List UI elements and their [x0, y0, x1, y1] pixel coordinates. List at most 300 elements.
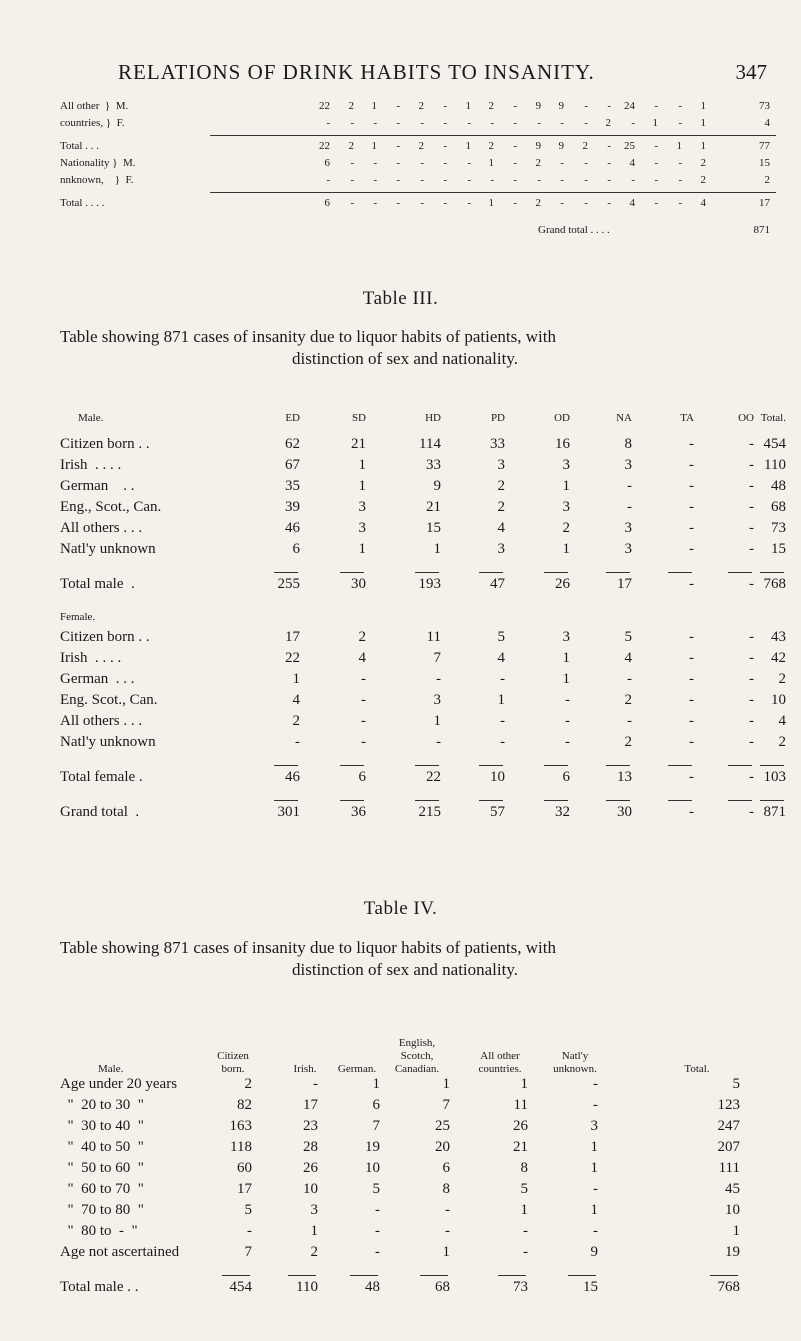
table-3-male-row-value: 1 — [358, 478, 366, 494]
table-3-female-header — [60, 611, 760, 629]
continuation-cell: - — [513, 157, 517, 169]
table-3-male-row-value: 2 — [497, 478, 505, 494]
table-4-row-label: Age not ascertained — [60, 1244, 180, 1260]
continuation-cell: 1 — [488, 197, 494, 209]
table-3-male-row-value: 21 — [351, 436, 366, 452]
table-3-female-row — [60, 713, 786, 734]
table-3-female-row-value: 1 — [562, 671, 570, 687]
continuation-cell: - — [467, 174, 471, 186]
table-3-female-row-value: - — [749, 629, 754, 645]
table-4-column-header-line: Natl'y — [561, 1050, 589, 1062]
table-3-male-row-value: 3 — [562, 499, 570, 515]
table-3-female-total-value: - — [749, 769, 754, 785]
table-3-rule — [274, 800, 298, 801]
table-4-row-value: 7 — [442, 1097, 450, 1113]
table-3-female-row — [60, 650, 786, 671]
table-3-male-row — [60, 478, 786, 499]
table-3-female-row-value: - — [749, 650, 754, 666]
table-3-rule — [274, 572, 298, 573]
page-header — [0, 60, 801, 90]
table-3-caption-line2: distinction of sex and nationality. — [292, 349, 518, 368]
table-3-male-row-value: - — [689, 457, 694, 473]
table-3-female-row-label: Eng. Scot., Can. — [60, 692, 158, 708]
table-4-row-value: 1 — [310, 1223, 318, 1239]
table-3-female-total-value: 10 — [490, 769, 505, 785]
table-4-total — [60, 1279, 760, 1300]
table-4-row-label: " 70 to 80 " — [60, 1202, 144, 1218]
continuation-cell: - — [678, 157, 682, 169]
continuation-cell: - — [584, 157, 588, 169]
table-4-row-value: - — [593, 1097, 598, 1113]
table-4-row-value: 5 — [244, 1202, 252, 1218]
continuation-cell: 22 — [319, 100, 330, 112]
table-4-total-value: 110 — [296, 1279, 318, 1295]
table-3-male-row-value: - — [749, 436, 754, 452]
table-3-male-row-value: 114 — [419, 436, 441, 452]
table-3-male-total-value: - — [749, 576, 754, 592]
table-4-row-value: 6 — [372, 1097, 380, 1113]
continuation-cell: - — [420, 117, 424, 129]
table-4-total-value: 15 — [583, 1279, 598, 1295]
continuation-cell: - — [654, 140, 658, 152]
table-4-row-value: 123 — [717, 1097, 740, 1113]
table-4-row-value: 247 — [717, 1118, 740, 1134]
table-4-row-value: 3 — [590, 1118, 598, 1134]
table-3-male-row-value: 39 — [285, 499, 300, 515]
continuation-cell: 2 — [700, 174, 706, 186]
table-4-row-value: 10 — [725, 1202, 740, 1218]
table-3-male-row-value: - — [689, 436, 694, 452]
table-4-rule — [222, 1275, 250, 1276]
table-3-female-row-label: All others . . . — [60, 713, 143, 729]
continuation-cell: 22 — [319, 140, 330, 152]
continuation-cell: - — [584, 117, 588, 129]
table-4-row-value: 21 — [513, 1139, 528, 1155]
table-3-male-row-value: - — [749, 541, 754, 557]
table-4-row-value: - — [375, 1202, 380, 1218]
continuation-row-label: All other } M. — [60, 100, 129, 112]
continuation-cell: 2 — [348, 140, 354, 152]
table-3-female-row-value: - — [749, 671, 754, 687]
table-4-column-header — [660, 1063, 734, 1076]
continuation-cell: - — [396, 174, 400, 186]
table-4-row-value: - — [445, 1223, 450, 1239]
table-3-female-row — [60, 692, 786, 713]
table-3-grand-total-value: 301 — [277, 804, 300, 820]
continuation-row — [60, 157, 780, 174]
continuation-cell: 1 — [371, 140, 377, 152]
table-3-rule — [544, 765, 568, 766]
continuation-cell: - — [678, 197, 682, 209]
table-3-female-row-value: - — [500, 671, 505, 687]
continuation-cell: 9 — [558, 140, 564, 152]
table-3-female-row-label: German . . . — [60, 671, 135, 687]
table-3-male-total-value: 255 — [277, 576, 300, 592]
table-3-male-row-value: 62 — [285, 436, 300, 452]
continuation-cell: 1 — [676, 140, 682, 152]
continuation-cell: 6 — [324, 157, 330, 169]
page-title: RELATIONS OF DRINK HABITS TO INSANITY. — [118, 60, 595, 84]
table-4-row-value: 11 — [513, 1097, 528, 1113]
table-4-column-header-line: All other — [480, 1050, 520, 1062]
table-3-rule — [340, 765, 364, 766]
table-4-rule — [288, 1275, 316, 1276]
continuation-cell: 2 — [535, 157, 541, 169]
continuation-cell: - — [326, 174, 330, 186]
table-3-male-row-value: - — [689, 541, 694, 557]
table-3-rule — [415, 572, 439, 573]
table-4-row-value: - — [247, 1223, 252, 1239]
continuation-row-total: 2 — [764, 174, 770, 186]
table-3-rule — [479, 800, 503, 801]
table-3-female-row-value: 7 — [433, 650, 441, 666]
table-3-female-row-label: Natl'y unknown — [60, 734, 156, 750]
table-3-grand-total-value: 215 — [418, 804, 441, 820]
continuation-cell: 1 — [652, 117, 658, 129]
table-3-female-row-value: - — [627, 671, 632, 687]
grand-total-label: Grand total . . . . — [538, 224, 610, 236]
table-3-grand-total-value: - — [689, 804, 694, 820]
table-4-row-value: 1 — [520, 1202, 528, 1218]
continuation-cell: - — [467, 197, 471, 209]
continuation-cell: - — [607, 100, 611, 112]
continuation-cell: 6 — [324, 197, 330, 209]
table-4-row-value: 3 — [310, 1202, 318, 1218]
continuation-cell: 4 — [629, 157, 635, 169]
continuation-row-label: Nationality } M. — [60, 157, 136, 169]
table-4-row-value: 17 — [303, 1097, 318, 1113]
continuation-cell: - — [490, 174, 494, 186]
continuation-row-label: Total . . . — [60, 140, 99, 152]
table-3-rule — [760, 765, 784, 766]
continuation-cell: - — [443, 100, 447, 112]
table-4-row-value: 19 — [725, 1244, 740, 1260]
continuation-cell: - — [537, 174, 541, 186]
table-4-row-value: 26 — [513, 1118, 528, 1134]
continuation-cell: - — [513, 140, 517, 152]
table-4-row-value: 1 — [732, 1223, 740, 1239]
continuation-cell: - — [443, 157, 447, 169]
table-3-female-row-value: - — [689, 713, 694, 729]
table-4-row — [60, 1202, 760, 1223]
continuation-cell: 9 — [558, 100, 564, 112]
table-3-rule — [606, 800, 630, 801]
table-4-row-value: 7 — [372, 1118, 380, 1134]
table-3-female-row-value: - — [749, 692, 754, 708]
table-3-female-row-value: 17 — [285, 629, 300, 645]
table-3-female-row-value: 2 — [292, 713, 300, 729]
table-4-column-header-line: English, — [398, 1037, 436, 1049]
table-3-female-row-value: - — [565, 692, 570, 708]
continuation-cell: - — [654, 157, 658, 169]
continuation-cell: 1 — [700, 100, 706, 112]
table-4-row-value: 1 — [520, 1076, 528, 1092]
continuation-cell: 2 — [418, 100, 424, 112]
table-4-row-value: - — [593, 1223, 598, 1239]
continuation-cell: 24 — [624, 100, 635, 112]
table-4-caption-line2: distinction of sex and nationality. — [292, 960, 518, 979]
table-3-female-row-value: - — [295, 734, 300, 750]
table-3-column-header: SD — [351, 412, 366, 424]
continuation-cell: 2 — [418, 140, 424, 152]
table-3-male-row-value: - — [689, 499, 694, 515]
table-3-column-header: OO — [738, 412, 754, 424]
table-3-male-row-value: 6 — [292, 541, 300, 557]
table-3-female-label: Female. — [60, 611, 96, 623]
table-3-male-row-value: 3 — [562, 457, 570, 473]
table-4-row-value: 9 — [590, 1244, 598, 1260]
table-3-female-row-value: 2 — [778, 671, 786, 687]
continuation-cell: 1 — [465, 100, 471, 112]
table-3-rule — [760, 800, 784, 801]
continuation-cell: - — [560, 197, 564, 209]
table-4-total-value: 768 — [717, 1279, 740, 1295]
table-4-total-value: 68 — [435, 1279, 450, 1295]
continuation-cell: 9 — [535, 140, 541, 152]
table-4-row — [60, 1223, 760, 1244]
continuation-cell: 2 — [488, 100, 494, 112]
table-3-female-row-value: - — [689, 734, 694, 750]
table-4-rule — [350, 1275, 378, 1276]
continuation-cell: - — [396, 197, 400, 209]
table-3-female-row-value: - — [689, 671, 694, 687]
table-3-rules — [60, 790, 760, 804]
table-4-rules — [60, 1265, 760, 1279]
table-3-column-header: ED — [285, 412, 300, 424]
table-4-row-value: 26 — [303, 1160, 318, 1176]
table-4-row-value: 207 — [717, 1139, 740, 1155]
table-3-rule — [415, 765, 439, 766]
table-3-rule — [668, 765, 692, 766]
table-4-column-header-line: countries. — [478, 1063, 522, 1075]
table-4-row-value: 2 — [310, 1244, 318, 1260]
table-4-row-label: " 80 to - " — [60, 1223, 138, 1239]
table-3-female-row-value: - — [689, 629, 694, 645]
table-3-grand-total-value: 30 — [617, 804, 632, 820]
table-4-row-value: 60 — [237, 1160, 252, 1176]
grand-total-value: 871 — [753, 224, 770, 236]
table-3-male-row-value: - — [749, 499, 754, 515]
table-3-male-row-value: 3 — [358, 520, 366, 536]
table-3-male-row-value: 3 — [624, 457, 632, 473]
continuation-cell: 1 — [371, 100, 377, 112]
table-4-row-value: 19 — [365, 1139, 380, 1155]
continuation-cell: - — [350, 174, 354, 186]
table-4-row-value: 5 — [520, 1181, 528, 1197]
table-3-rule — [479, 572, 503, 573]
table-4-rule — [498, 1275, 526, 1276]
continuation-cell: - — [560, 117, 564, 129]
continuation-cell: 2 — [488, 140, 494, 152]
continuation-cell: - — [654, 197, 658, 209]
table-3-female-row-value: - — [361, 713, 366, 729]
table-3-female-row-value: 4 — [778, 713, 786, 729]
table-3-column-header: NA — [616, 412, 632, 424]
continuation-row-total: 17 — [759, 197, 770, 209]
table-3-male-row-value: 454 — [763, 436, 786, 452]
table-3-male-row-value: 21 — [426, 499, 441, 515]
table-3-rule — [728, 572, 752, 573]
table-3-female-total-value: 103 — [763, 769, 786, 785]
table-3-caption-line1: Table showing 871 cases of insanity due to liquor habits of patients, with — [60, 327, 556, 346]
table-4-row-value: 82 — [237, 1097, 252, 1113]
table-3-female-row-value: 4 — [624, 650, 632, 666]
table-3-female-row-value: 3 — [433, 692, 441, 708]
continuation-cell: - — [678, 117, 682, 129]
continuation-cell: - — [678, 174, 682, 186]
continuation-cell: - — [373, 174, 377, 186]
continuation-row-total: 77 — [759, 140, 770, 152]
continuation-cell: - — [326, 117, 330, 129]
table-4-row-value: 1 — [590, 1202, 598, 1218]
continuation-cell: - — [350, 197, 354, 209]
table-3-male-row-label: German . . — [60, 478, 135, 494]
table-3-male-row — [60, 457, 786, 478]
continuation-cell: - — [560, 174, 564, 186]
table-3-female-row-value: - — [689, 692, 694, 708]
table-3-male-row — [60, 520, 786, 541]
continuation-cell: - — [607, 157, 611, 169]
table-4-row-value: 1 — [590, 1139, 598, 1155]
table-4-row-label: " 30 to 40 " — [60, 1118, 144, 1134]
continuation-cell: - — [443, 140, 447, 152]
continuation-cell: - — [513, 117, 517, 129]
table-3-rules — [60, 755, 760, 769]
table-4-column-header-line: Total. — [684, 1063, 710, 1075]
table-3-female-row-value: 11 — [426, 629, 441, 645]
table-4-title: Table IV. — [363, 898, 438, 919]
table-4-rule — [568, 1275, 596, 1276]
table-3-female-row-value: 1 — [562, 650, 570, 666]
table-4-rule — [710, 1275, 738, 1276]
table-3-female-row-value: - — [565, 734, 570, 750]
table-3-male-row-value: 1 — [358, 457, 366, 473]
table-4-column-header-line: German. — [337, 1063, 377, 1075]
table-4-total-label: Total male . . — [60, 1279, 139, 1295]
table-4-row — [60, 1097, 760, 1118]
table-4-row — [60, 1181, 760, 1202]
table-3-female-row-value: 4 — [292, 692, 300, 708]
table-3-female-total-value: 22 — [426, 769, 441, 785]
continuation-cell: - — [443, 174, 447, 186]
table-3-male-row-value: 4 — [497, 520, 505, 536]
continuation-cell: 2 — [348, 100, 354, 112]
table-3-male-row-value: 68 — [771, 499, 786, 515]
table-4-row-value: 45 — [725, 1181, 740, 1197]
table-3-female-row — [60, 734, 786, 755]
continuation-row — [60, 197, 780, 214]
table-3-male-label: Male. — [78, 412, 104, 424]
table-3-male-row-value: 9 — [433, 478, 441, 494]
table-3-rule — [728, 765, 752, 766]
table-3-male-row-value: 1 — [358, 541, 366, 557]
table-4-row-value: - — [523, 1223, 528, 1239]
table-4-row-value: 23 — [303, 1118, 318, 1134]
continuation-table — [60, 100, 780, 241]
table-4-row — [60, 1076, 760, 1097]
table-3-male-row-label: All others . . . — [60, 520, 143, 536]
continuation-cell: - — [443, 197, 447, 209]
table-4-row-value: 8 — [442, 1181, 450, 1197]
table-4-row-value: 28 — [303, 1139, 318, 1155]
continuation-row — [60, 100, 780, 117]
continuation-cell: - — [584, 100, 588, 112]
table-3-female-row-label: Citizen born . . — [60, 629, 150, 645]
table-3-female-row-value: 2 — [624, 692, 632, 708]
continuation-cell: - — [396, 117, 400, 129]
continuation-cell: - — [420, 197, 424, 209]
continuation-cell: - — [584, 197, 588, 209]
table-3-male-row-value: - — [627, 499, 632, 515]
table-4-row-value: 1 — [372, 1076, 380, 1092]
table-3-rule — [544, 800, 568, 801]
continuation-cell: - — [560, 157, 564, 169]
table-4-row-label: " 20 to 30 " — [60, 1097, 144, 1113]
continuation-rule — [210, 135, 776, 136]
table-3-female-total-value: 46 — [285, 769, 300, 785]
continuation-row — [60, 117, 780, 134]
table-4-row-value: 5 — [732, 1076, 740, 1092]
table-4-rule — [420, 1275, 448, 1276]
continuation-cell: - — [396, 140, 400, 152]
table-3-title: Table III. — [362, 288, 439, 309]
table-3-male-row-value: 1 — [562, 478, 570, 494]
table-3-female-total-label: Total female . — [60, 769, 147, 785]
table-4-caption-line1: Table showing 871 cases of insanity due to liquor habits of patients, with — [60, 938, 556, 957]
table-3-male-row-value: 2 — [562, 520, 570, 536]
table-3-female-row-value: - — [361, 692, 366, 708]
continuation-cell: - — [396, 157, 400, 169]
table-3-female-row-value: - — [749, 713, 754, 729]
table-3-male-row — [60, 541, 786, 562]
table-3-spacer — [60, 597, 760, 611]
continuation-cell: 4 — [629, 197, 635, 209]
table-3-rule — [340, 572, 364, 573]
table-4-total-value: 73 — [513, 1279, 528, 1295]
table-4-row-value: 25 — [435, 1118, 450, 1134]
table-3-male-row-value: - — [689, 520, 694, 536]
table-4-caption — [60, 937, 750, 981]
table-3-rule — [760, 572, 784, 573]
table-3-grand-total-value: - — [749, 804, 754, 820]
table-3-male-total — [60, 576, 786, 597]
table-3-rule — [544, 572, 568, 573]
table-3-grand-total-label: Grand total . — [60, 804, 143, 820]
table-3-female-row-value: 1 — [497, 692, 505, 708]
table-4-row — [60, 1160, 760, 1181]
table-3-male-row-value: 110 — [764, 457, 786, 473]
table-4-row-value: 10 — [303, 1181, 318, 1197]
continuation-cell: - — [513, 197, 517, 209]
table-3-grand-total — [60, 804, 786, 825]
table-4-row-value: - — [593, 1181, 598, 1197]
table-4-row-value: - — [593, 1076, 598, 1092]
continuation-cell: 1 — [700, 117, 706, 129]
continuation-cell: 25 — [624, 140, 635, 152]
table-3-grand-total-value: 871 — [763, 804, 786, 820]
continuation-cell: - — [513, 100, 517, 112]
table-3-male-row — [60, 499, 786, 520]
table-3-male-row-label: Eng., Scot., Can. — [60, 499, 162, 515]
table-4-row-value: 2 — [244, 1076, 252, 1092]
table-4-column-header-line: Scotch, — [400, 1050, 434, 1062]
table-3 — [60, 412, 786, 825]
table-3-grand-total-value: 32 — [555, 804, 570, 820]
table-3-female-row-value: 43 — [771, 629, 786, 645]
continuation-cell: 2 — [700, 157, 706, 169]
table-3-female-total — [60, 769, 786, 790]
table-3-grand-total-value: 57 — [490, 804, 505, 820]
